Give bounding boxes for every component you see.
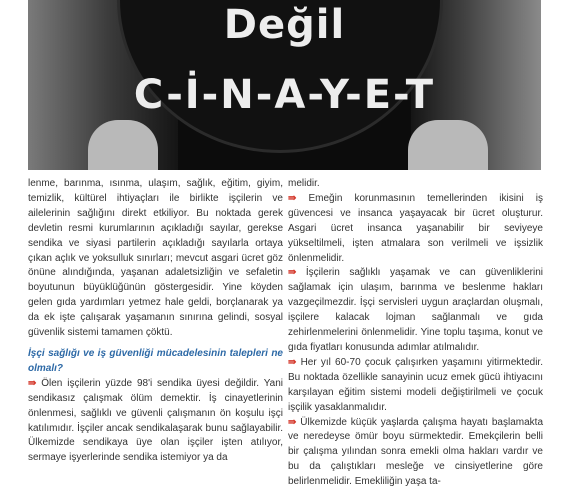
paragraph: ⇛ Ölen işçilerin yüzde 98'i sendika üyesi değildir. Yani sendikasız çalışmak ölüm demektir. İş cinayetlerinin önlenmesi, sağlıklı ve güvenli çalışmanın ön koşulu işçi katılımıdır. İşçiler ancak sendikalaşarak bunu sağlayabilir. Ülkemizde sendikaya üye olan işçiler işten atılıyor, sermaye işyerlerinde sendika istemiyor ya da [28,377,283,466]
paragraph: ⇛ Her yıl 60-70 çocuk çalışırken yaşamını yitirmektedir. Bu noktada özellikle sanayinin ucuz emek gücü ihtiyacını karşılayan eğitim sistemi modeli değiştirilmeli ve çocuk işçilik yasaklanmalıdır. [288,356,543,416]
paragraph: ⇛ Emeğin korunmasının temellerinden ikisini iş güvencesi ve insanca yaşayacak bir ücret oluşturur. Asgari ücret insanca yaşanabilir bir seviyeye yükseltilmeli, işten atmalara son verilmeli ve işsizlik önlenmelidir. [288,192,543,267]
bullet-arrow-icon: ⇛ [288,417,296,428]
paragraph: ⇛ İşçilerin sağlıklı yaşamak ve can güvenliklerini sağlamak için ulaşım, barınma ve beslenme hakları vazgeçilmezdir. İşçi servisleri uygun araçlardan oluşmalı, işçilere kalacak lojman sağlanmalı ve gıda zehirlenmelerini önlenmelidir. Yine toplu taşıma, konut ve gıda fiyatları konusunda adımlar atılmalıdır. [288,266,543,355]
sign-text-line2: C-İ-N-A-Y-E-T [28,72,541,118]
paragraph: ⇛ Ülkemizde küçük yaşlarda çalışma hayatı başlamakta ve neredeyse ömür boyu sürmektedir. Emekçilerin belli bir çalışma yılından sonra emekli olma hakları vardır ve bu da çalıştıkları mesleğe ve cinsiyetlerine göre belirlenmelidir. Emekliliğin yaşa ta- [288,416,543,490]
bullet-arrow-icon: ⇛ [288,193,296,204]
paragraph: lenme, barınma, ısınma, ulaşım, sağlık, eğitim, giyim, temizlik, kültürel ihtiyaçları ile birlikte işçilerin ve ailelerinin sağlığını direkt etkiliyor. Bu noktada gerek devletin resmi kurumlarının açıkladığı sayılar, gerekse sendika ve siyasi partilerin açıkladığı sayılarla ortaya çıkan açlık ve yoksulluk sınırları; mevcut asgari ücret göz önüne alındığında, yaşanan adaletsizliğin ve sefaletin boyutunun büyüklüğünün göstergesidir. Yine köyden gelen gıda yardımları yetmez hale geldi, borçlanarak ya da ek işte çalışarak yaşamanın sınırına gelindi, sosyal güvenlik sistemi tamamen çöktü. [28,177,283,341]
section-heading: İşçi sağlığı ve iş güvenliği mücadelesinin talepleri ne olmalı? [28,347,283,377]
sign-text-line1: Değil [28,2,541,48]
article-column-right [288,177,543,490]
bullet-arrow-icon: ⇛ [28,378,36,389]
bullet-arrow-icon: ⇛ [288,357,296,368]
hand-right [408,120,488,170]
article-column-left [28,177,283,466]
protest-photo [28,0,541,170]
bullet-arrow-icon: ⇛ [288,267,296,278]
paragraph: melidir. [288,177,543,192]
hand-left [88,120,158,170]
